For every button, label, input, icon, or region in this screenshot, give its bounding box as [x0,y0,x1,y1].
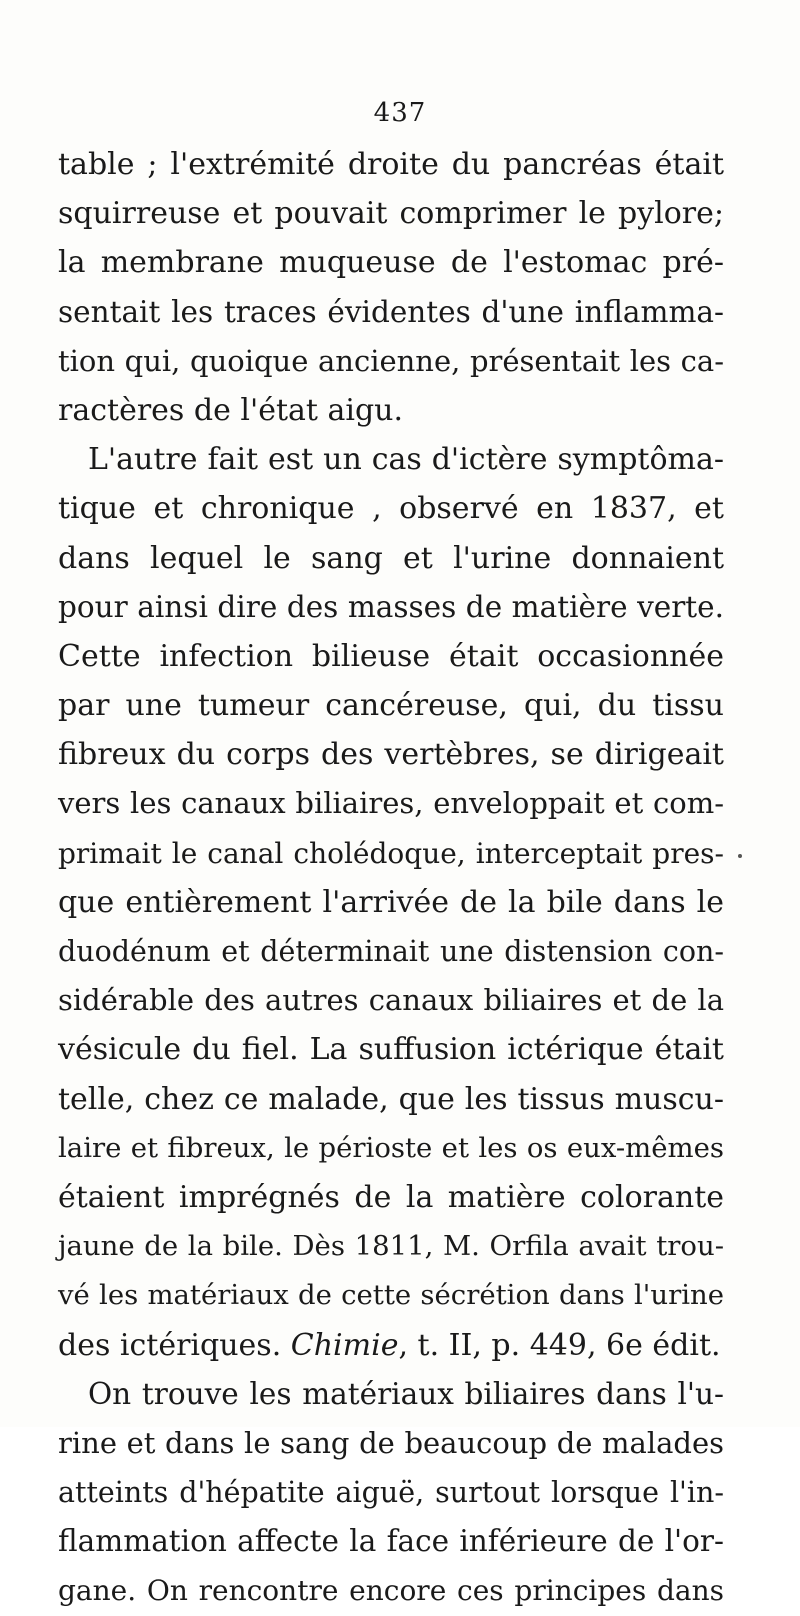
text-line: vers les canaux biliaires, enveloppait et com- [58,786,724,821]
text-line-segment: , t. II, p. 449, 6e édit. [398,1327,721,1363]
text-line: par une tumeur cancéreuse, qui, du tissu [58,688,724,724]
text-line: flammation affecte la face inférieure de l'or- [58,1524,724,1559]
ink-speck [738,854,742,858]
text-line: atteints d'hépatite aiguë, surtout lorsque l'in- [58,1476,724,1510]
text-line: primait le canal cholédoque, interceptait pres- [58,836,724,870]
page-number: 437 [373,98,427,128]
text-line: On trouve les matériaux biliaires dans l'u- [88,1376,724,1411]
text-line: jaune de la bile. Dès 1811, M. Orfila avait trou- [58,1230,724,1263]
italic-title: Chimie [290,1327,399,1363]
text-line: sidérable des autres canaux biliaires et de la [58,983,724,1018]
body-text [58,140,724,1616]
text-line: la membrane muqueuse de l'estomac pré- [58,245,724,281]
text-line: laire et fibreux, le périoste et les os eux-mêmes [58,1131,724,1164]
text-line: rine et dans le sang de beaucoup de malades [58,1425,724,1460]
text-line: L'autre fait est un cas d'ictère symptôma- [88,442,724,478]
text-line: sentait les traces évidentes d'une inflamma- [58,294,724,329]
text-line: duodénum et déterminait une distension con- [58,935,724,968]
text-line: pour ainsi dire des masses de matière verte. [58,589,724,624]
text-line: table ; l'extrémité droite du pancréas était [58,147,724,182]
text-line-segment: des ictériques. [58,1327,291,1363]
text-line: fibreux du corps des vertèbres, se dirigeait [58,737,724,773]
text-line: étaient imprégnés de la matière colorante [58,1179,724,1215]
text-line: Cette infection bilieuse était occasionnée [58,638,724,674]
text-line: squirreuse et pouvait comprimer le pylore; [58,196,724,232]
text-line [58,1321,724,1370]
text-line: gane. On rencontre encore ces principes dans [58,1574,724,1608]
text-line: que entièrement l'arrivée de la bile dans le [58,884,724,920]
text-line: ractères de l'état aigu. [58,392,404,428]
text-line: vé les matériaux de cette sécrétion dans l'urine [58,1279,724,1312]
text-line: tion qui, quoique ancienne, présentait les ca- [58,343,724,378]
text-line: dans lequel le sang et l'urine donnaient [58,540,724,576]
text-line: tique et chronique , observé en 1837, et [58,491,724,527]
text-line: telle, chez ce malade, que les tissus muscu- [58,1081,724,1117]
text-line: vésicule du fiel. La suffusion ictérique était [58,1032,724,1068]
